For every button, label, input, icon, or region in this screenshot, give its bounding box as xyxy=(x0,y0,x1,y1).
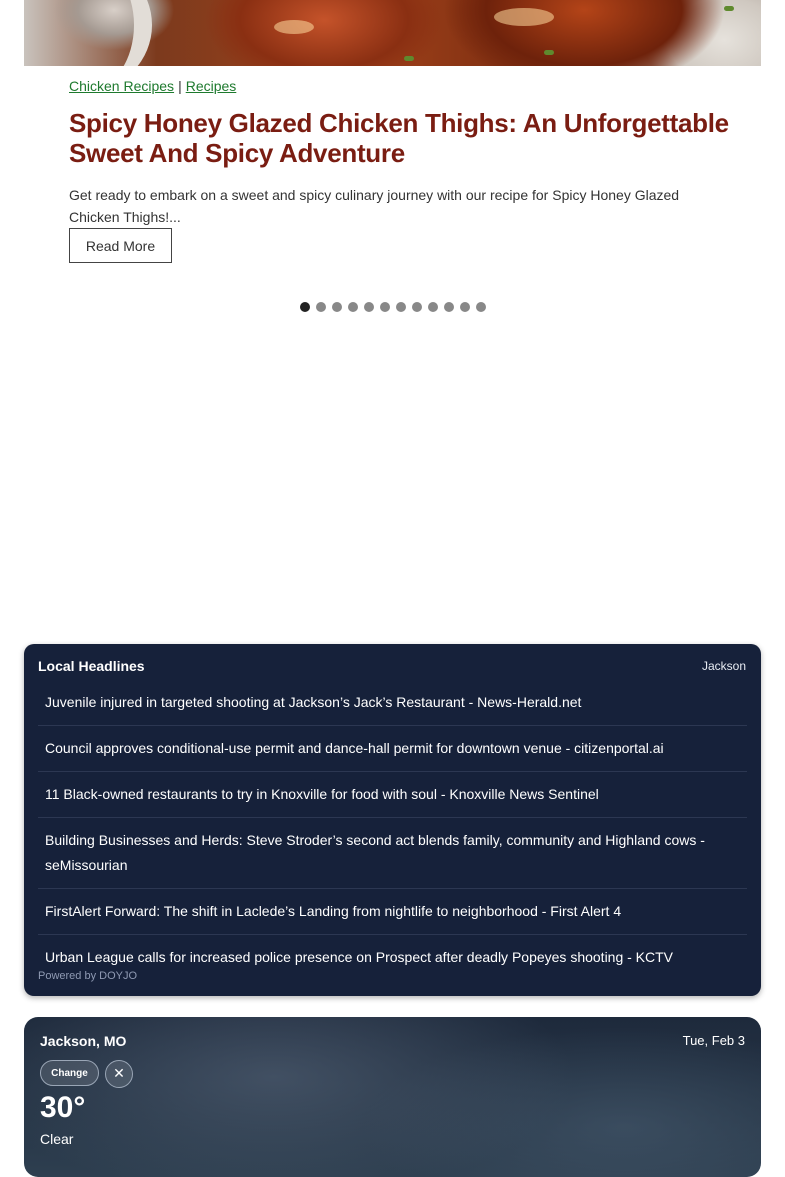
herb-garnish xyxy=(544,50,554,55)
carousel-dot[interactable] xyxy=(460,302,470,312)
article-excerpt: Get ready to embark on a sweet and spicy culinary journey with our recipe for Spicy Honey Glazed Chicken Thighs!... xyxy=(69,187,680,225)
carousel-pagination xyxy=(300,302,486,312)
headline-item[interactable]: Council approves conditional-use permit and dance-hall permit for downtown venue - citizenportal.ai xyxy=(38,726,747,772)
glaze-highlight xyxy=(494,8,554,26)
carousel-dot[interactable] xyxy=(300,302,310,312)
headline-item[interactable]: Urban League calls for increased police presence on Prospect after deadly Popeyes shooting - KCTV xyxy=(45,949,674,965)
headline-item[interactable]: Juvenile injured in targeted shooting at Jackson’s Jack’s Restaurant - News-Herald.net xyxy=(38,680,747,726)
article-title[interactable]: Spicy Honey Glazed Chicken Thighs: An Unforgettable Sweet And Spicy Adventure xyxy=(69,108,729,168)
weather-condition: Clear xyxy=(40,1131,74,1147)
carousel-dot[interactable] xyxy=(380,302,390,312)
category-link-recipes[interactable]: Recipes xyxy=(185,78,237,94)
carousel-dot[interactable] xyxy=(348,302,358,312)
read-more-button[interactable]: Read More xyxy=(69,228,172,263)
carousel-dot[interactable] xyxy=(364,302,374,312)
headline-item[interactable]: Building Businesses and Herds: Steve Stroder’s second act blends family, community and Highland cows - seMissourian xyxy=(38,818,747,889)
glaze-highlight xyxy=(274,20,314,34)
carousel-dot[interactable] xyxy=(396,302,406,312)
headline-list xyxy=(38,680,747,980)
article-categories xyxy=(69,78,236,94)
carousel-dot[interactable] xyxy=(476,302,486,312)
headline-item[interactable]: FirstAlert Forward: The shift in Laclede’s Landing from nightlife to neighborhood - First Alert 4 xyxy=(38,889,747,935)
weather-widget xyxy=(24,1017,761,1177)
close-icon[interactable]: ✕ xyxy=(105,1060,133,1088)
carousel-dot[interactable] xyxy=(332,302,342,312)
carousel-dot[interactable] xyxy=(316,302,326,312)
powered-by-label[interactable]: Powered by DOYJO xyxy=(38,970,138,982)
local-headlines-widget xyxy=(24,644,761,996)
article-hero-image[interactable] xyxy=(24,0,761,66)
headline-item[interactable]: 11 Black-owned restaurants to try in Knoxville for food with soul - Knoxville News Sentinel xyxy=(38,772,747,818)
change-location-button[interactable]: Change xyxy=(40,1060,99,1086)
weather-date: Tue, Feb 3 xyxy=(682,1033,745,1048)
herb-garnish xyxy=(404,56,414,61)
local-headlines-location: Jackson xyxy=(701,659,746,673)
weather-city: Jackson, MO xyxy=(40,1033,127,1049)
carousel-dot[interactable] xyxy=(412,302,422,312)
bowl-shape xyxy=(24,0,152,66)
herb-garnish xyxy=(724,6,734,11)
category-separator: | xyxy=(178,78,182,94)
local-headlines-title: Local Headlines xyxy=(38,658,145,674)
carousel-dot[interactable] xyxy=(444,302,454,312)
category-link-chicken-recipes[interactable]: Chicken Recipes xyxy=(69,78,175,94)
weather-temperature: 30° xyxy=(40,1091,86,1124)
carousel-dot[interactable] xyxy=(428,302,438,312)
